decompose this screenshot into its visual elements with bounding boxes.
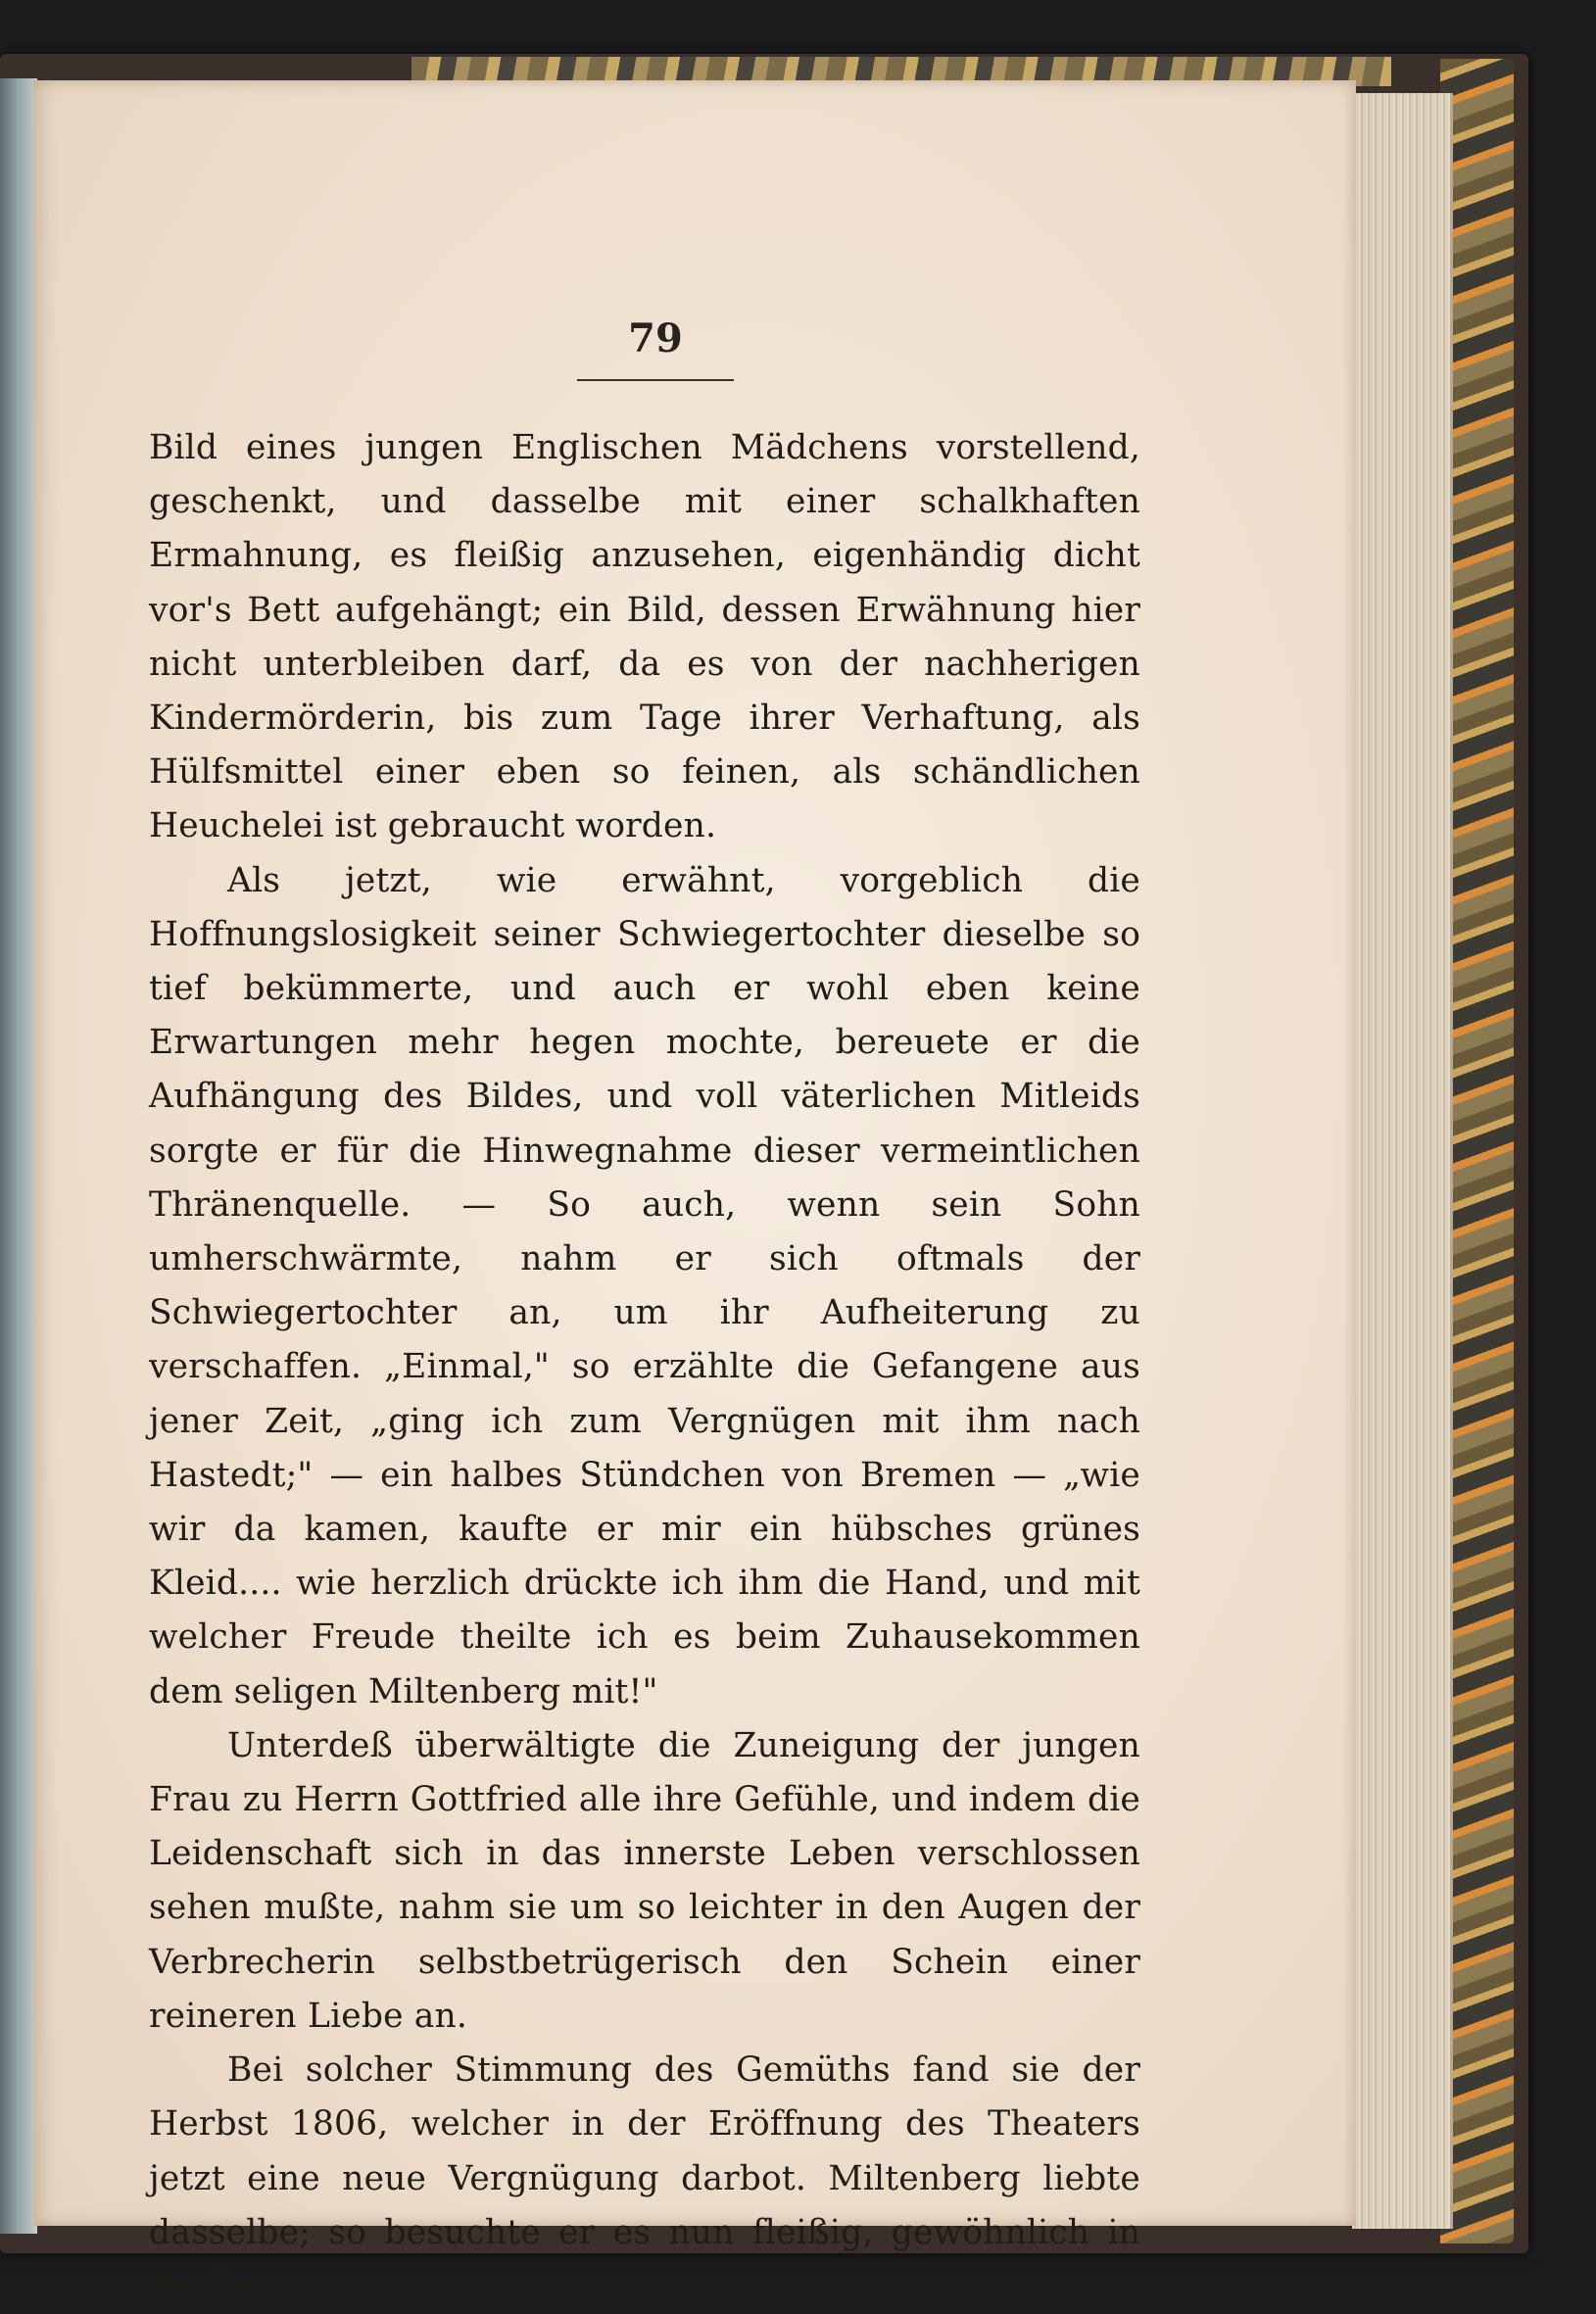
book-spine bbox=[0, 78, 37, 2234]
paragraph-1: Bild eines jungen Englischen Mädchens vorstellend, geschenkt, und dasselbe mit einer schalkhaften Ermahnung, es fleißig anzusehen, eigenhändig dicht vor's Bett aufgehängt; ein Bild, dessen Erwähnung hier nicht unterbleiben darf, da es von der nachherigen Kindermörderin, bis zum Tage ihrer Verhaftung, als Hülfsmittel einer eben so feinen, als schändlichen Heuchelei ist gebraucht worden. bbox=[149, 428, 1140, 846]
header-rule bbox=[577, 379, 734, 381]
page-edges bbox=[1352, 93, 1453, 2229]
book-page bbox=[33, 80, 1356, 2306]
page-number: 79 bbox=[628, 315, 683, 362]
page-body bbox=[149, 421, 1140, 2314]
paragraph-4: Bei solcher Stimmung des Gemüths fand sie der Herbst 1806, welcher in der Eröffnung des Theaters jetzt eine neue Vergnügung darbot. Miltenberg liebte dasselbe; so besuchte er es nun fleißig, gewöhnlich in Begleitung bbox=[149, 2050, 1140, 2306]
paragraph-2: Als jetzt, wie erwähnt, vorgeblich die Hoffnungslosigkeit seiner Schwiegertochter dieselbe so tief bekümmerte, und auch er wohl eben keine Erwartungen mehr hegen mochte, bereuete er die Aufhängung des Bildes, und voll väterlichen Mitleids sorgte er für die Hinwegnahme dieser vermeintlichen Thränenquelle. — So auch, wenn sein Sohn umherschwärmte, nahm er sich oftmals der Schwiegertochter an, um ihr Aufheiterung zu verschaffen. „Einmal," so erzählte die Gefangene aus jener Zeit, „ging ich zum Vergnügen mit ihm nach Hastedt;" — ein halbes Stündchen von Bremen — „wie wir da kamen, kaufte er mir ein hübsches grünes Kleid.... wie herzlich drückte ich ihm die Hand, und mit welcher Freude theilte ich es beim Zuhausekommen dem seligen Miltenberg mit!" bbox=[149, 860, 1140, 1711]
paragraph-3: Unterdeß überwältigte die Zuneigung der jungen Frau zu Herrn Gottfried alle ihre Gefühle, und indem die Leidenschaft sich in das innerste Leben verschlossen sehen mußte, nahm sie um so leichter in den Augen der Verbrecherin selbstbetrügerisch den Schein einer reineren Liebe an. bbox=[149, 1725, 1140, 2036]
